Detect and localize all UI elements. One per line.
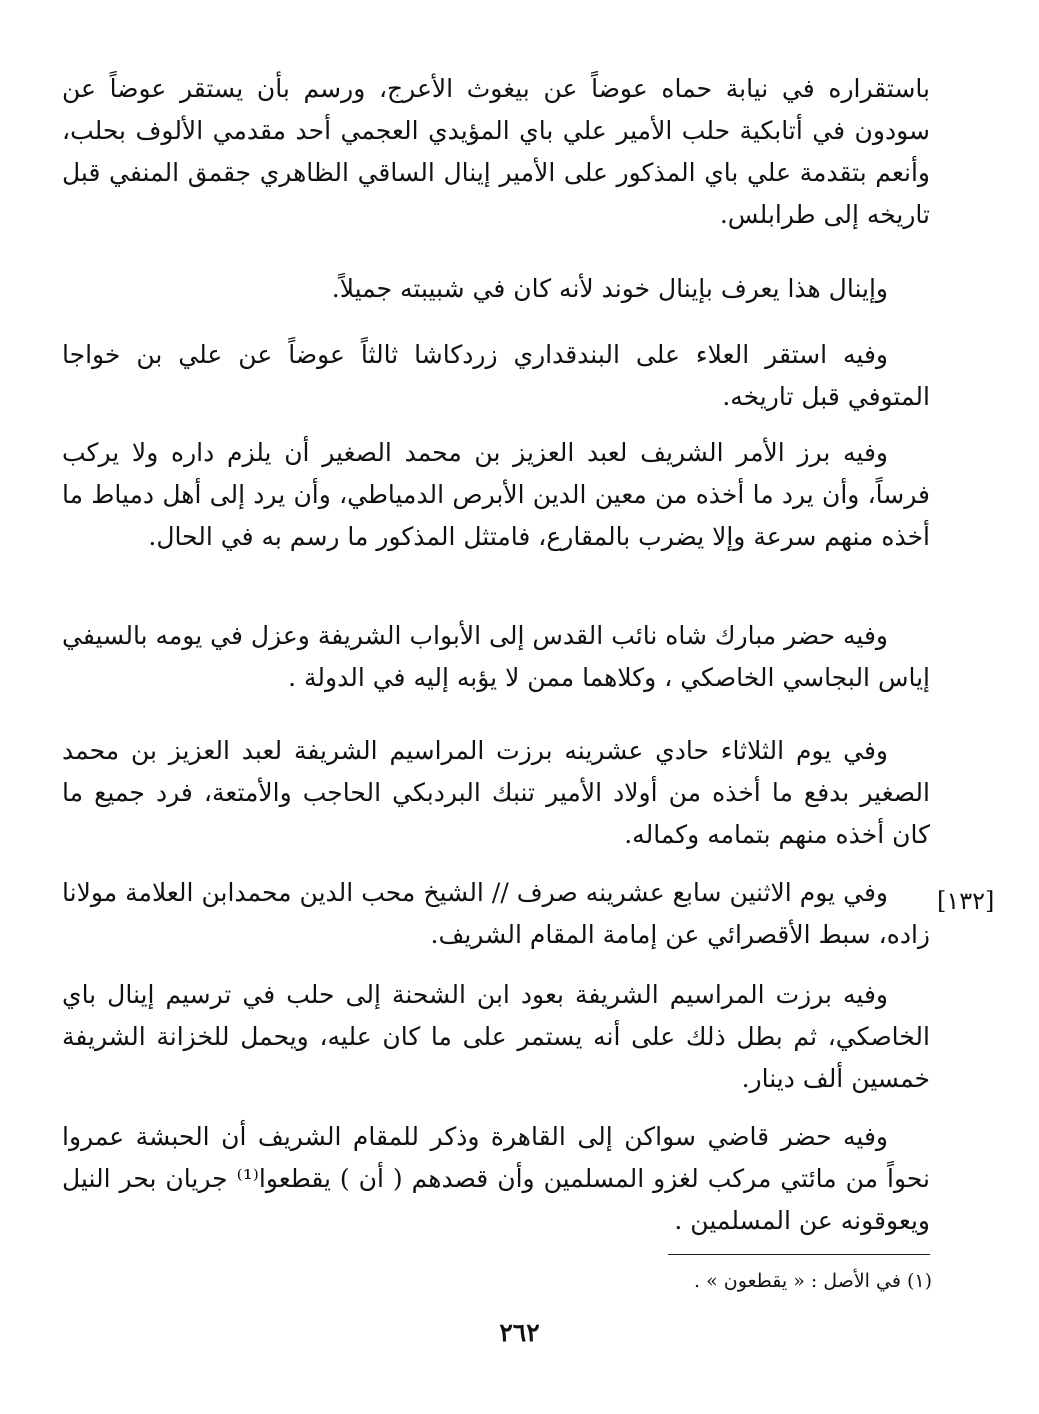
- footnote-divider: [668, 1254, 930, 1255]
- paragraph-1: باستقراره في نيابة حماه عوضاً عن بيغوث الأعرج، ورسم بأن يستقر عوضاً عن سودون في أتابكية حلب الأمير علي باي المؤيدي العجمي أحد مقدمي الألوف بحلب، وأنعم بتقدمة علي باي المذكور على الأمير إينال الساقي الظاهري جقمق المنفي قبل تاريخه إلى طرابلس.: [62, 74, 930, 229]
- paragraph-7: وفي يوم الاثنين سابع عشرينه صرف // الشيخ محب الدين محمدابن العلامة مولانا زاده، سبط الأقصرائي عن إمامة المقام الشريف.: [62, 878, 930, 949]
- margin-folio-note: [١٣٢]: [937, 887, 995, 915]
- paragraph-9: وفيه حضر قاضي سواكن إلى القاهرة وذكر للمقام الشريف أن الحبشة عمروا نحواً من مائتي مركب لغزو المسلمين وأن قصدهم ( أن ) يقطعوا⁽¹⁾ جريان بحر النيل ويعوقونه عن المسلمين .: [62, 1122, 930, 1235]
- paragraph-3: وفيه استقر العلاء على البندقداري زردكاشا ثالثاً عوضاً عن علي بن خواجا المتوفي قبل تاريخه.: [62, 340, 930, 411]
- footnote: (١) في الأصل : « يقطعون » .: [694, 1270, 932, 1292]
- paragraph-5: وفيه حضر مبارك شاه نائب القدس إلى الأبواب الشريفة وعزل في يومه بالسيفي إياس البجاسي الخاصكي ، وكلاهما ممن لا يؤبه إليه في الدولة .: [62, 621, 930, 692]
- paragraph-8: وفيه برزت المراسيم الشريفة بعود ابن الشحنة إلى حلب في ترسيم إينال باي الخاصكي، ثم بطل ذلك على أنه يستمر على ما كان عليه، ويحمل للخزانة الشريفة خمسين ألف دينار.: [62, 980, 930, 1093]
- paragraph-2: وإينال هذا يعرف بإينال خوند لأنه كان في شبيبته جميلاً.: [331, 274, 888, 303]
- page-number: ٢٦٢: [499, 1318, 540, 1347]
- paragraph-4: وفيه برز الأمر الشريف لعبد العزيز بن محمد الصغير أن يلزم داره ولا يركب فرساً، وأن يرد ما أخذه من معين الدين الأبرص الدمياطي، وأن يرد إلى أهل دمياط ما أخذه منهم سرعة وإلا يضرب بالمقارع، فامتثل المذكور ما رسم به في الحال.: [62, 438, 930, 551]
- paragraph-6: وفي يوم الثلاثاء حادي عشرينه برزت المراسيم الشريفة لعبد العزيز بن محمد الصغير بدفع ما أخذه من أولاد الأمير تنبك البردبكي الحاجب والأمتعة، فرد جميع ما كان أخذه منهم بتمامه وكماله.: [62, 736, 930, 849]
